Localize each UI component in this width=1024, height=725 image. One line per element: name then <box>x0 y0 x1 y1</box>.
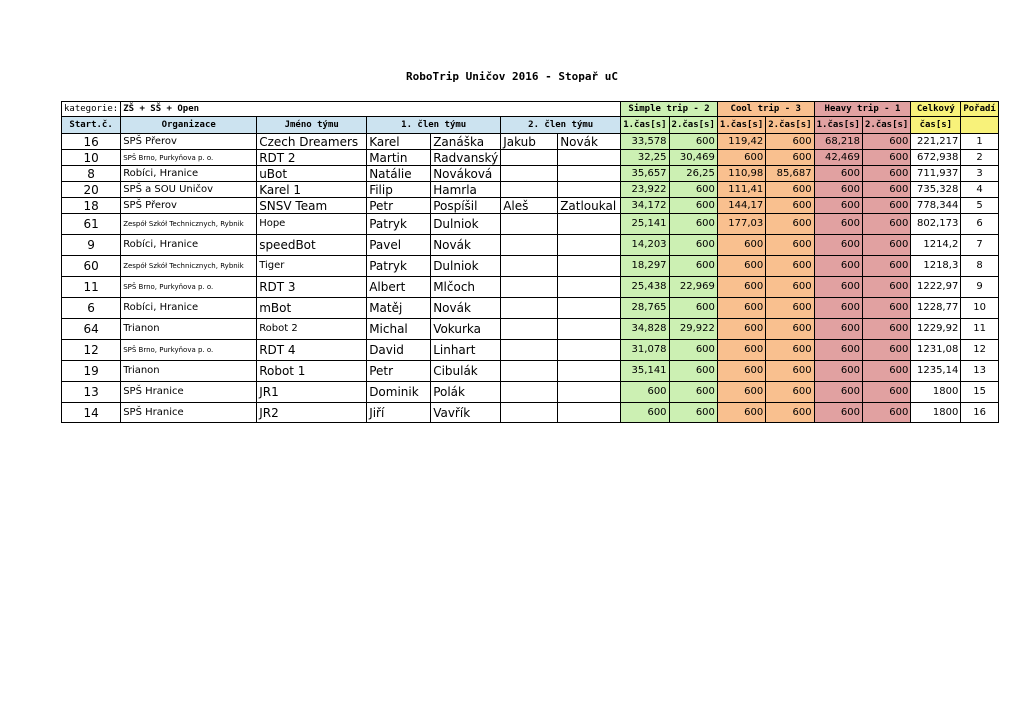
cell-s1: 600 <box>621 382 669 403</box>
cell-rank: 6 <box>961 214 999 235</box>
cell-s1: 34,828 <box>621 319 669 340</box>
cell-team: Robot 1 <box>257 361 367 382</box>
cell-h2: 600 <box>862 361 910 382</box>
table-row <box>62 214 999 235</box>
cell-c2: 85,687 <box>766 166 814 182</box>
header-poradi-blank <box>961 117 999 134</box>
cell-total: 1218,3 <box>911 256 961 277</box>
results-table <box>61 101 999 423</box>
cell-m1-last: Hamrla <box>431 182 501 198</box>
cell-m1-first: Karel <box>367 134 431 150</box>
cell-m1-last: Novák <box>431 298 501 319</box>
cell-total: 778,344 <box>911 198 961 214</box>
cell-m1-last: Dulniok <box>431 256 501 277</box>
header-simple-cas1: 1.čas[s] <box>621 117 669 134</box>
header-organizace: Organizace <box>121 117 257 134</box>
cell-rank: 16 <box>961 403 999 423</box>
table-row <box>62 182 999 198</box>
cell-s2: 600 <box>669 403 717 423</box>
cell-h2: 600 <box>862 214 910 235</box>
cell-c2: 600 <box>766 361 814 382</box>
cell-m1-last: Pospíšil <box>431 198 501 214</box>
cell-c2: 600 <box>766 298 814 319</box>
cell-m2-first <box>501 319 558 340</box>
cell-org: SPŠ Hranice <box>121 382 257 403</box>
cell-c1: 600 <box>717 277 765 298</box>
cell-m1-first: Dominik <box>367 382 431 403</box>
cell-s2: 22,969 <box>669 277 717 298</box>
cell-h1: 600 <box>814 214 862 235</box>
cell-rank: 15 <box>961 382 999 403</box>
cell-total: 802,173 <box>911 214 961 235</box>
cell-org: Zespół Szkół Technicznych, Rybnik <box>121 214 257 235</box>
cell-team: speedBot <box>257 235 367 256</box>
cell-m1-first: Matěj <box>367 298 431 319</box>
cell-team: Czech Dreamers <box>257 134 367 150</box>
cell-rank: 2 <box>961 150 999 166</box>
cell-s2: 600 <box>669 198 717 214</box>
cell-start: 16 <box>62 134 121 150</box>
cell-rank: 1 <box>961 134 999 150</box>
cell-rank: 11 <box>961 319 999 340</box>
cell-s2: 600 <box>669 361 717 382</box>
cell-m2-last <box>558 166 621 182</box>
cell-total: 1229,92 <box>911 319 961 340</box>
cell-s1: 14,203 <box>621 235 669 256</box>
cell-team: Robot 2 <box>257 319 367 340</box>
cell-rank: 12 <box>961 340 999 361</box>
header-row-columns <box>62 117 999 134</box>
cell-team: SNSV Team <box>257 198 367 214</box>
cell-s2: 600 <box>669 382 717 403</box>
table-row <box>62 340 999 361</box>
cell-h1: 600 <box>814 319 862 340</box>
table-row <box>62 134 999 150</box>
cell-m2-first <box>501 361 558 382</box>
cell-s2: 600 <box>669 298 717 319</box>
cell-rank: 13 <box>961 361 999 382</box>
cell-start: 20 <box>62 182 121 198</box>
header-cool-cas2: 2.čas[s] <box>766 117 814 134</box>
cell-m1-first: Jiří <box>367 403 431 423</box>
cell-s1: 28,765 <box>621 298 669 319</box>
header-clen1: 1. člen týmu <box>367 117 501 134</box>
cell-s1: 35,141 <box>621 361 669 382</box>
kategorie-value: ZŠ + SŠ + Open <box>121 102 621 117</box>
cell-start: 8 <box>62 166 121 182</box>
cell-s2: 30,469 <box>669 150 717 166</box>
cell-team: Tiger <box>257 256 367 277</box>
cell-m1-first: Albert <box>367 277 431 298</box>
cell-total: 711,937 <box>911 166 961 182</box>
cell-m2-last <box>558 403 621 423</box>
cell-h1: 600 <box>814 361 862 382</box>
cell-m1-last: Vokurka <box>431 319 501 340</box>
cell-org: Zespół Szkół Technicznych, Rybnik <box>121 256 257 277</box>
page-title: RoboTrip Uničov 2016 - Stopař uC <box>406 70 618 83</box>
cell-team: mBot <box>257 298 367 319</box>
cell-m1-last: Polák <box>431 382 501 403</box>
header-heavy-cas1: 1.čas[s] <box>814 117 862 134</box>
cell-team: JR1 <box>257 382 367 403</box>
group-heavy-trip: Heavy trip - 1 <box>814 102 911 117</box>
cell-h2: 600 <box>862 319 910 340</box>
cell-total: 221,217 <box>911 134 961 150</box>
table-row <box>62 319 999 340</box>
cell-org: SPŠ Přerov <box>121 134 257 150</box>
cell-s1: 31,078 <box>621 340 669 361</box>
cell-rank: 10 <box>961 298 999 319</box>
cell-c1: 600 <box>717 150 765 166</box>
cell-org: SPŠ Brno, Purkyňova p. o. <box>121 277 257 298</box>
cell-m2-first <box>501 340 558 361</box>
cell-m2-last: Novák <box>558 134 621 150</box>
cell-team: JR2 <box>257 403 367 423</box>
cell-m2-last <box>558 277 621 298</box>
cell-m1-first: Patryk <box>367 256 431 277</box>
header-cas-total: čas[s] <box>911 117 961 134</box>
cell-s1: 33,578 <box>621 134 669 150</box>
table-row <box>62 403 999 423</box>
cell-m1-last: Dulniok <box>431 214 501 235</box>
cell-total: 1800 <box>911 403 961 423</box>
cell-h2: 600 <box>862 298 910 319</box>
cell-org: Robíci, Hranice <box>121 166 257 182</box>
cell-team: Karel 1 <box>257 182 367 198</box>
cell-start: 13 <box>62 382 121 403</box>
cell-h1: 68,218 <box>814 134 862 150</box>
cell-org: Trianon <box>121 361 257 382</box>
header-heavy-cas2: 2.čas[s] <box>862 117 910 134</box>
table-row <box>62 361 999 382</box>
cell-m1-first: Petr <box>367 361 431 382</box>
cell-c2: 600 <box>766 198 814 214</box>
cell-total: 1222,97 <box>911 277 961 298</box>
cell-s1: 18,297 <box>621 256 669 277</box>
header-start: Start.č. <box>62 117 121 134</box>
cell-rank: 7 <box>961 235 999 256</box>
cell-m1-last: Zanáška <box>431 134 501 150</box>
cell-m1-first: Natálie <box>367 166 431 182</box>
header-celkovy: Celkový <box>911 102 961 117</box>
cell-h2: 600 <box>862 403 910 423</box>
cell-h2: 600 <box>862 382 910 403</box>
cell-total: 672,938 <box>911 150 961 166</box>
table-row <box>62 298 999 319</box>
cell-team: RDT 3 <box>257 277 367 298</box>
cell-total: 1214,2 <box>911 235 961 256</box>
table-row <box>62 150 999 166</box>
cell-h1: 600 <box>814 182 862 198</box>
table-row <box>62 256 999 277</box>
cell-m2-first <box>501 403 558 423</box>
cell-c1: 111,41 <box>717 182 765 198</box>
cell-c2: 600 <box>766 277 814 298</box>
header-jmeno: Jméno týmu <box>257 117 367 134</box>
header-simple-cas2: 2.čas[s] <box>669 117 717 134</box>
cell-m2-last <box>558 298 621 319</box>
cell-start: 9 <box>62 235 121 256</box>
cell-m2-last <box>558 256 621 277</box>
cell-c1: 110,98 <box>717 166 765 182</box>
cell-h2: 600 <box>862 198 910 214</box>
cell-h1: 600 <box>814 403 862 423</box>
cell-org: SPŠ Hranice <box>121 403 257 423</box>
cell-org: SPŠ a SOU Uničov <box>121 182 257 198</box>
cell-total: 1235,14 <box>911 361 961 382</box>
cell-rank: 3 <box>961 166 999 182</box>
cell-h2: 600 <box>862 256 910 277</box>
cell-org: SPŠ Přerov <box>121 198 257 214</box>
cell-total: 1231,08 <box>911 340 961 361</box>
cell-org: Robíci, Hranice <box>121 235 257 256</box>
cell-m1-last: Novák <box>431 235 501 256</box>
header-clen2: 2. člen týmu <box>501 117 621 134</box>
cell-m1-first: Filip <box>367 182 431 198</box>
cell-h2: 600 <box>862 134 910 150</box>
results-body <box>62 134 999 423</box>
cell-h1: 42,469 <box>814 150 862 166</box>
cell-h1: 600 <box>814 298 862 319</box>
cell-c2: 600 <box>766 214 814 235</box>
cell-start: 10 <box>62 150 121 166</box>
cell-c2: 600 <box>766 150 814 166</box>
cell-m2-first <box>501 256 558 277</box>
cell-c1: 600 <box>717 298 765 319</box>
cell-m2-last <box>558 235 621 256</box>
cell-h1: 600 <box>814 382 862 403</box>
table-row <box>62 382 999 403</box>
cell-h2: 600 <box>862 277 910 298</box>
cell-h1: 600 <box>814 256 862 277</box>
cell-m1-last: Radvanský <box>431 150 501 166</box>
cell-team: RDT 4 <box>257 340 367 361</box>
cell-start: 61 <box>62 214 121 235</box>
cell-s2: 26,25 <box>669 166 717 182</box>
cell-m2-first <box>501 382 558 403</box>
cell-h2: 600 <box>862 340 910 361</box>
cell-c2: 600 <box>766 340 814 361</box>
cell-m2-first <box>501 298 558 319</box>
kategorie-label: kategorie: <box>62 102 121 117</box>
cell-m1-last: Vavřík <box>431 403 501 423</box>
cell-rank: 8 <box>961 256 999 277</box>
cell-c1: 177,03 <box>717 214 765 235</box>
cell-h2: 600 <box>862 150 910 166</box>
cell-start: 6 <box>62 298 121 319</box>
cell-s1: 600 <box>621 403 669 423</box>
cell-total: 735,328 <box>911 182 961 198</box>
table-row <box>62 277 999 298</box>
cell-m2-last <box>558 361 621 382</box>
cell-c1: 119,42 <box>717 134 765 150</box>
cell-m2-last <box>558 214 621 235</box>
cell-m2-last <box>558 340 621 361</box>
cell-c1: 600 <box>717 319 765 340</box>
group-simple-trip: Simple trip - 2 <box>621 102 718 117</box>
cell-start: 19 <box>62 361 121 382</box>
cell-c2: 600 <box>766 319 814 340</box>
cell-team: uBot <box>257 166 367 182</box>
cell-start: 60 <box>62 256 121 277</box>
cell-org: Robíci, Hranice <box>121 298 257 319</box>
cell-s2: 600 <box>669 134 717 150</box>
table-row <box>62 166 999 182</box>
cell-h1: 600 <box>814 198 862 214</box>
cell-start: 11 <box>62 277 121 298</box>
cell-m2-first <box>501 166 558 182</box>
cell-h1: 600 <box>814 166 862 182</box>
cell-s2: 600 <box>669 340 717 361</box>
cell-m1-first: Pavel <box>367 235 431 256</box>
cell-m1-first: David <box>367 340 431 361</box>
cell-m1-first: Martin <box>367 150 431 166</box>
cell-c1: 600 <box>717 235 765 256</box>
cell-c2: 600 <box>766 403 814 423</box>
cell-m1-last: Mlčoch <box>431 277 501 298</box>
header-row-groups <box>62 102 999 117</box>
cell-s1: 25,438 <box>621 277 669 298</box>
cell-h2: 600 <box>862 235 910 256</box>
cell-s1: 23,922 <box>621 182 669 198</box>
table-row <box>62 235 999 256</box>
cell-org: Trianon <box>121 319 257 340</box>
cell-s2: 600 <box>669 256 717 277</box>
cell-start: 14 <box>62 403 121 423</box>
cell-s1: 35,657 <box>621 166 669 182</box>
cell-m1-first: Patryk <box>367 214 431 235</box>
cell-team: RDT 2 <box>257 150 367 166</box>
cell-total: 1228,77 <box>911 298 961 319</box>
cell-m1-last: Linhart <box>431 340 501 361</box>
cell-total: 1800 <box>911 382 961 403</box>
cell-c2: 600 <box>766 182 814 198</box>
cell-h1: 600 <box>814 277 862 298</box>
cell-h1: 600 <box>814 235 862 256</box>
cell-rank: 4 <box>961 182 999 198</box>
header-poradi: Pořadí <box>961 102 999 117</box>
cell-start: 18 <box>62 198 121 214</box>
cell-c1: 144,17 <box>717 198 765 214</box>
cell-m1-last: Nováková <box>431 166 501 182</box>
cell-c2: 600 <box>766 235 814 256</box>
cell-c1: 600 <box>717 256 765 277</box>
group-cool-trip: Cool trip - 3 <box>717 102 814 117</box>
cell-h2: 600 <box>862 182 910 198</box>
cell-org: SPŠ Brno, Purkyňova p. o. <box>121 340 257 361</box>
cell-m2-first <box>501 182 558 198</box>
cell-c1: 600 <box>717 382 765 403</box>
cell-m2-first <box>501 235 558 256</box>
table-row <box>62 198 999 214</box>
cell-team: Hope <box>257 214 367 235</box>
cell-s1: 25,141 <box>621 214 669 235</box>
cell-c2: 600 <box>766 256 814 277</box>
cell-start: 12 <box>62 340 121 361</box>
cell-m1-first: Petr <box>367 198 431 214</box>
cell-m2-last <box>558 319 621 340</box>
cell-s2: 600 <box>669 235 717 256</box>
cell-m2-last: Zatloukal <box>558 198 621 214</box>
cell-c2: 600 <box>766 134 814 150</box>
cell-m2-first <box>501 277 558 298</box>
cell-m1-first: Michal <box>367 319 431 340</box>
cell-org: SPŠ Brno, Purkyňova p. o. <box>121 150 257 166</box>
cell-rank: 9 <box>961 277 999 298</box>
cell-s2: 600 <box>669 214 717 235</box>
cell-m2-first: Aleš <box>501 198 558 214</box>
cell-s1: 32,25 <box>621 150 669 166</box>
cell-m2-first: Jakub <box>501 134 558 150</box>
cell-m2-last <box>558 182 621 198</box>
header-cool-cas1: 1.čas[s] <box>717 117 765 134</box>
cell-c1: 600 <box>717 340 765 361</box>
cell-h1: 600 <box>814 340 862 361</box>
cell-m2-first <box>501 214 558 235</box>
cell-c1: 600 <box>717 361 765 382</box>
cell-s2: 29,922 <box>669 319 717 340</box>
cell-c2: 600 <box>766 382 814 403</box>
cell-s2: 600 <box>669 182 717 198</box>
cell-s1: 34,172 <box>621 198 669 214</box>
cell-start: 64 <box>62 319 121 340</box>
cell-m2-last <box>558 382 621 403</box>
cell-h2: 600 <box>862 166 910 182</box>
cell-m1-last: Cibulák <box>431 361 501 382</box>
cell-rank: 5 <box>961 198 999 214</box>
cell-m2-first <box>501 150 558 166</box>
cell-m2-last <box>558 150 621 166</box>
cell-c1: 600 <box>717 403 765 423</box>
